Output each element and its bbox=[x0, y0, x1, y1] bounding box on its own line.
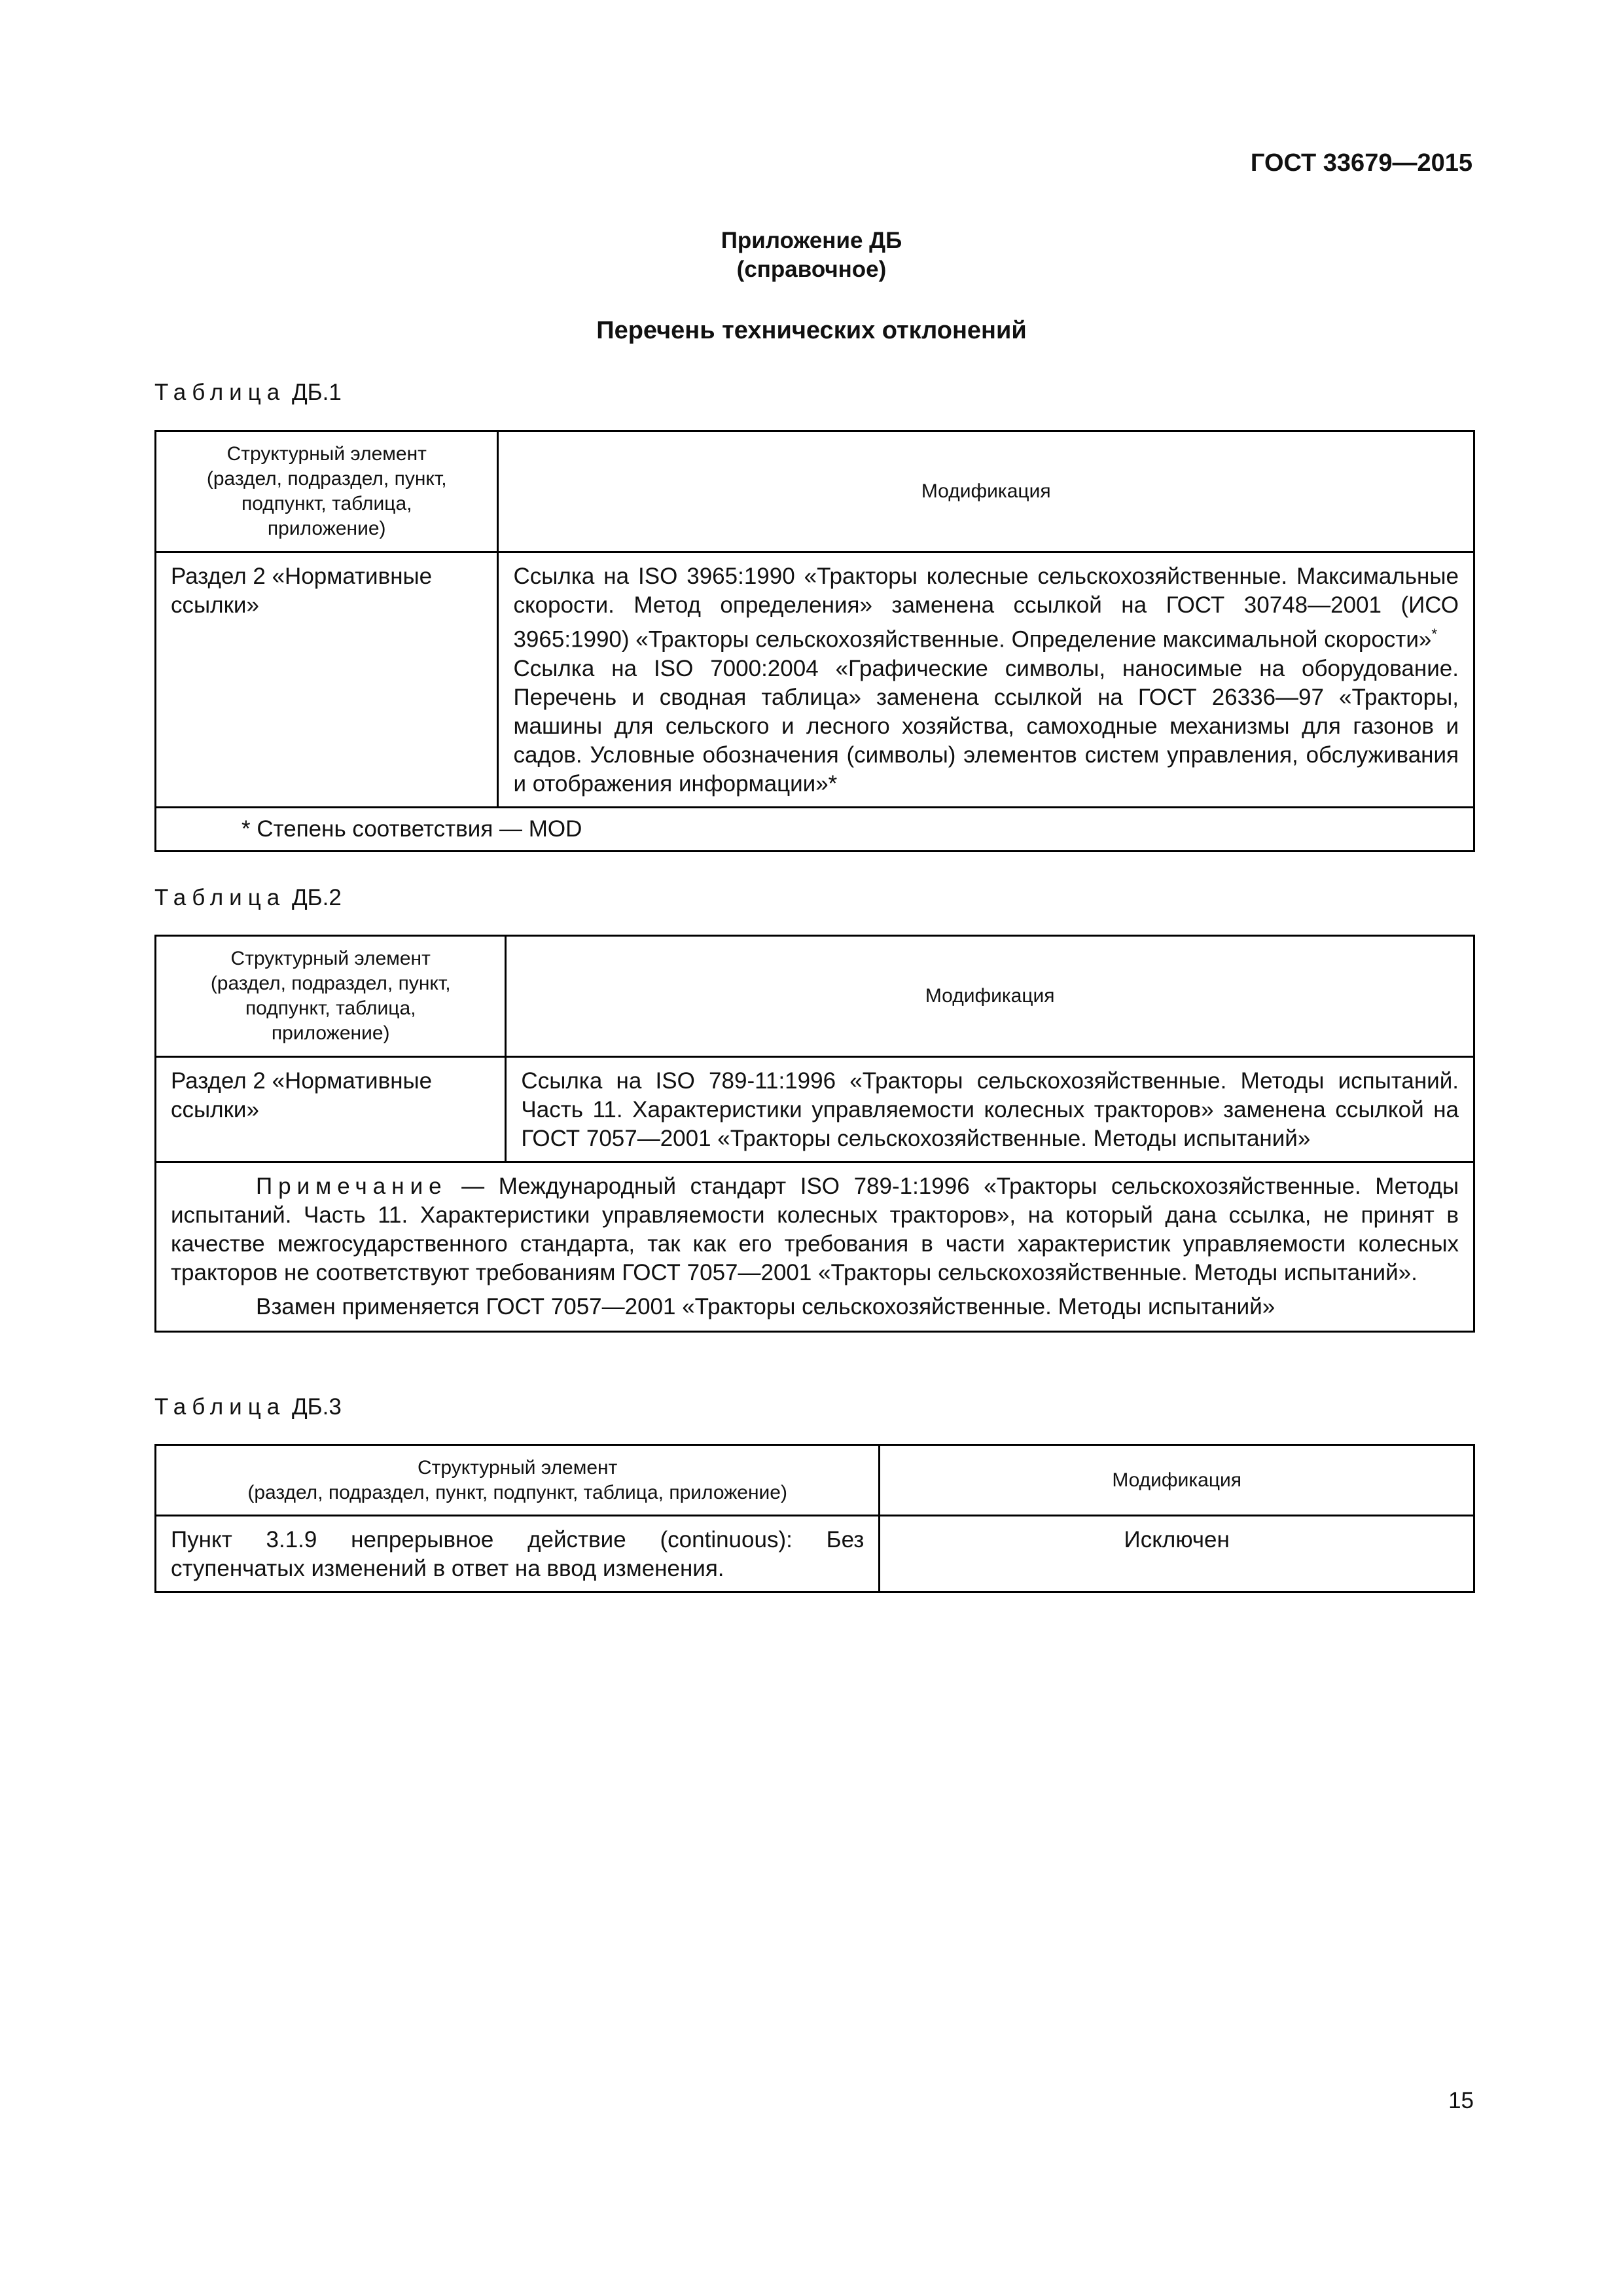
cell-modification: Исключен bbox=[880, 1516, 1474, 1592]
page-number: 15 bbox=[1448, 2088, 1474, 2113]
table-row bbox=[156, 1057, 1474, 1162]
footnote-mark: * bbox=[1431, 626, 1437, 642]
section-title: Перечень технических отклонений bbox=[596, 317, 1027, 344]
table-header-row bbox=[156, 431, 1474, 552]
table-caption-word: Таблица bbox=[154, 380, 286, 405]
standard-code: ГОСТ 33679—2015 bbox=[1250, 149, 1472, 177]
cell-element: Пункт 3.1.9 непрерывное действие (continuous): Без ступенчатых изменений в ответ на ввод изменения. bbox=[156, 1516, 880, 1592]
table-db2 bbox=[154, 935, 1475, 1333]
appendix-subtitle: (справочное) bbox=[736, 257, 887, 282]
col-header-line-2: (раздел, подраздел, пункт, подпункт, таблица, приложение) bbox=[247, 1481, 787, 1503]
note-text: — Международный стандарт ISO 789-1:1996 «Тракторы сельскохозяйственные. Методы испытаний. Часть 11. Характеристики управляемости колесных тракторов», на который дана ссылка, не принят в качестве межгосударственного стандарта, так как его требования в части характеристик управляемости колесных тракторов не соответствуют требованиям ГОСТ 7057—2001 «Тракторы сельскохозяйственные. Методы испытаний». bbox=[171, 1174, 1459, 1285]
table-footnote-row bbox=[156, 807, 1474, 851]
col-header-line-1: Структурный элемент bbox=[418, 1456, 618, 1479]
table-db3 bbox=[154, 1444, 1475, 1593]
footnote-text: * Степень соответствия — MOD bbox=[156, 807, 1474, 851]
col-header-modification: Модификация bbox=[506, 936, 1474, 1057]
col-header-modification: Модификация bbox=[498, 431, 1474, 552]
table-caption-number: ДБ.1 bbox=[291, 380, 342, 405]
table-caption-number: ДБ.3 bbox=[291, 1394, 342, 1420]
appendix-title: Приложение ДБ bbox=[721, 228, 902, 253]
col-header-element: Структурный элемент (раздел, подраздел, пункт, подпункт, таблица, приложение) bbox=[156, 431, 498, 552]
modification-ref-1: Ссылка на ISO 3965:1990 «Тракторы колесные сельскохозяйственные. Максимальные скорости. Метод определения» заменена ссылкой на ГОСТ 30748—2001 (ИСО 3965:1990) «Тракторы сельскохозяйственные. Определение максимальной скорости»* bbox=[513, 564, 1459, 653]
cell-element: Раздел 2 «Нормативные ссылки» bbox=[156, 1057, 506, 1162]
note-paragraph bbox=[171, 1172, 1459, 1287]
table-caption-word: Таблица bbox=[154, 885, 286, 910]
col-header-element bbox=[156, 1445, 880, 1516]
col-header-modification: Модификация bbox=[880, 1445, 1474, 1516]
table-note-row bbox=[156, 1162, 1474, 1332]
note-cell bbox=[156, 1162, 1474, 1332]
table-caption-db2 bbox=[154, 885, 342, 911]
table-caption-db3 bbox=[154, 1394, 342, 1420]
cell-modification bbox=[498, 552, 1474, 808]
table-caption-word: Таблица bbox=[154, 1394, 286, 1420]
table-header-row bbox=[156, 936, 1474, 1057]
col-header-element: Структурный элемент (раздел, подраздел, пункт, подпункт, таблица, приложение) bbox=[156, 936, 506, 1057]
note-label: Примечание bbox=[256, 1174, 448, 1199]
table-row bbox=[156, 552, 1474, 808]
table-header-row bbox=[156, 1445, 1474, 1516]
table-caption-number: ДБ.2 bbox=[291, 885, 342, 910]
note-replacement: Взамен применяется ГОСТ 7057—2001 «Тракторы сельскохозяйственные. Методы испытаний» bbox=[256, 1294, 1275, 1319]
table-db1 bbox=[154, 430, 1475, 852]
cell-modification: Ссылка на ISO 789-11:1996 «Тракторы сельскохозяйственные. Методы испытаний. Часть 11. Характеристики управляемости колесных тракторов» заменена ссылкой на ГОСТ 7057—2001 «Тракторы сельскохозяйственные. Методы испытаний» bbox=[506, 1057, 1474, 1162]
table-row bbox=[156, 1516, 1474, 1592]
appendix-heading bbox=[0, 226, 1623, 284]
modification-ref-2: Ссылка на ISO 7000:2004 «Графические символы, наносимые на оборудование. Перечень и сводная таблица» заменена ссылкой на ГОСТ 26336—97 «Тракторы, машины для сельского и лесного хозяйства, самоходные механизмы для газонов и садов. Условные обозначения (символы) элементов систем управления, обслуживания и отображения информации»* bbox=[513, 655, 1459, 797]
cell-element: Раздел 2 «Нормативные ссылки» bbox=[156, 552, 498, 808]
table-caption-db1 bbox=[154, 380, 342, 406]
